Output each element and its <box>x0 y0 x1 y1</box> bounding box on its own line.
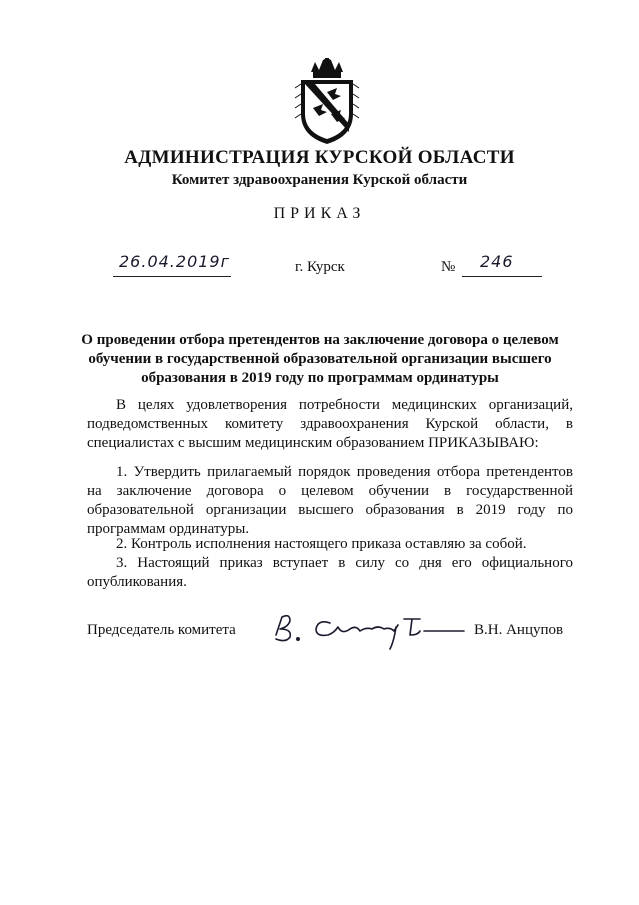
order-item-2: 2. Контроль исполнения настоящего приказа оставляю за собой. <box>116 536 527 552</box>
signer-name: В.Н. Анцупов <box>474 622 564 638</box>
number-label: № <box>441 259 456 275</box>
organization-title: АДМИНИСТРАЦИЯ КУРСКОЙ ОБЛАСТИ <box>124 147 515 168</box>
order-item-1: 1. Утвердить прилагаемый порядок проведения отбора претендентов на заключение договора о целевом обучении в государственной образовательной организации высшего образования в 2019 году по программам ординатуры. <box>87 464 573 537</box>
order-item-3: 3. Настоящий приказ вступает в силу со дня его официального опубликования. <box>87 555 573 590</box>
handwritten-signature <box>268 605 473 653</box>
number-field <box>462 254 542 277</box>
handwritten-number: 246 <box>480 252 514 271</box>
signer-title: Председатель комитета <box>87 622 236 638</box>
handwritten-date: 26.04.2019г <box>119 252 231 271</box>
coat-of-arms-emblem <box>291 58 363 146</box>
document-type: ПРИКАЗ <box>273 205 366 222</box>
date-field <box>113 254 231 277</box>
organization-subtitle: Комитет здравоохранения Курской области <box>171 172 468 188</box>
city-label: г. Курск <box>295 259 345 275</box>
preamble-paragraph: В целях удовлетворения потребности медицинских организаций, подведомственных комитету здравоохранения Курской области, в специалистах с высшим медицинским образованием ПРИКАЗЫВАЮ: <box>87 397 573 451</box>
document-subject: О проведении отбора претендентов на заключение договора о целевом обучении в государственной образовательной организации высшего образования в 2019 году по программам ординатуры <box>81 332 559 386</box>
